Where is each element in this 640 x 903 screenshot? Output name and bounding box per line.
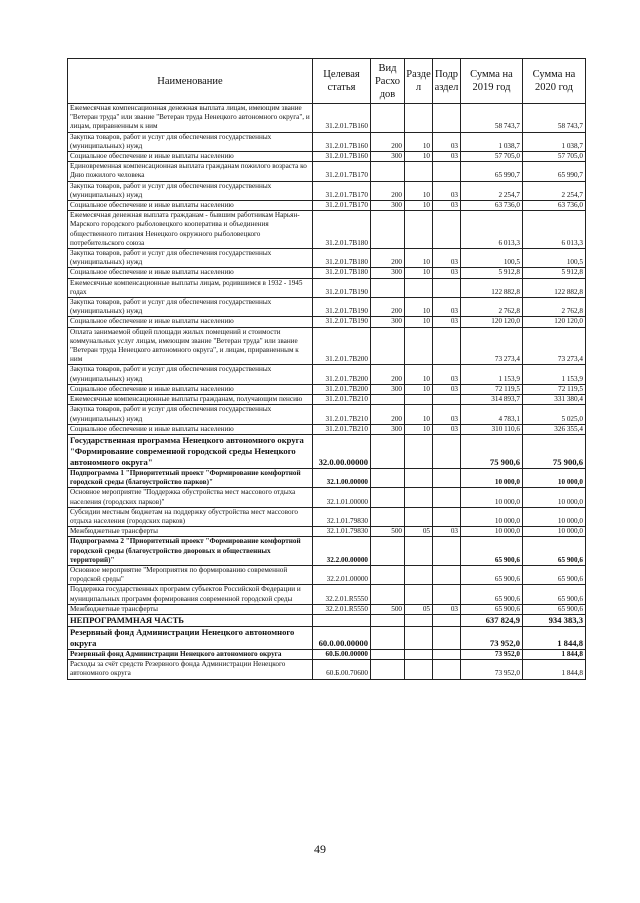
row-expense-type: 500 <box>371 527 405 537</box>
row-target: 31.2.01.7В170 <box>313 162 371 181</box>
table-row <box>68 211 586 249</box>
row-sum-2019: 5 912,8 <box>461 268 523 278</box>
row-expense-type <box>371 565 405 584</box>
row-name: Социальное обеспечение и иные выплаты населению <box>68 268 313 278</box>
row-target: 31.2.01.7В180 <box>313 211 371 249</box>
row-sum-2020: 10 000,0 <box>523 488 586 507</box>
row-name: Ежемесячная компенсационная денежная выплата лицам, имеющим звание "Ветеран труда" или звание "Ветеран труда Ненецкого автономного округа", и лицам, приравненным к ним <box>68 104 313 133</box>
row-section <box>405 104 433 133</box>
row-sum-2019: 73 952,0 <box>461 649 523 659</box>
table-row <box>68 649 586 659</box>
row-name: Расходы за счёт средств Резервного фонда Администрации Ненецкого автономного округа <box>68 660 313 679</box>
row-expense-type <box>371 395 405 405</box>
row-sum-2020: 10 000,0 <box>523 507 586 526</box>
table-row <box>68 660 586 679</box>
header-target: Целевая статья <box>313 59 371 104</box>
row-name: Социальное обеспечение и иные выплаты населению <box>68 384 313 394</box>
row-section: 10 <box>405 424 433 434</box>
row-sum-2020: 1 844,8 <box>523 660 586 679</box>
table-row <box>68 434 586 468</box>
table-row <box>68 405 586 424</box>
row-sum-2020: 63 736,0 <box>523 201 586 211</box>
row-name: Закупка товаров, работ и услуг для обеспечения государственных (муниципальных) нужд <box>68 405 313 424</box>
table-row <box>68 298 586 317</box>
row-name: Закупка товаров, работ и услуг для обеспечения государственных (муниципальных) нужд <box>68 181 313 200</box>
table-row <box>68 162 586 181</box>
row-sum-2020: 1 153,9 <box>523 365 586 384</box>
row-sum-2019: 2 254,7 <box>461 181 523 200</box>
row-section: 10 <box>405 152 433 162</box>
table-row <box>68 527 586 537</box>
row-sum-2020: 6 013,3 <box>523 211 586 249</box>
row-section <box>405 162 433 181</box>
row-expense-type: 500 <box>371 604 405 614</box>
row-target: 31.2.01.7В180 <box>313 268 371 278</box>
row-target <box>313 614 371 626</box>
row-name: Резервный фонд Администрации Ненецкого автономного округа <box>68 626 313 649</box>
row-sum-2019: 637 824,9 <box>461 614 523 626</box>
row-section <box>405 488 433 507</box>
row-sum-2020: 65 900,6 <box>523 537 586 566</box>
row-subsection: 03 <box>433 527 461 537</box>
table-row <box>68 585 586 604</box>
table-row <box>68 317 586 327</box>
row-subsection: 03 <box>433 152 461 162</box>
row-name: Ежемесячная денежная выплата гражданам - бывшим работникам Нарьян-Марского городского рыболовецкого кооператива и объединения общественного питания Ненецкого окружного рыболовецкого потребительского союза <box>68 211 313 249</box>
table-row <box>68 626 586 649</box>
row-subsection <box>433 104 461 133</box>
table-row <box>68 278 586 297</box>
row-subsection <box>433 434 461 468</box>
row-subsection <box>433 537 461 566</box>
row-expense-type: 200 <box>371 181 405 200</box>
row-section: 10 <box>405 365 433 384</box>
row-expense-type <box>371 537 405 566</box>
row-name: Единовременная компенсационная выплата гражданам пожилого возраста ко Дню пожилого человека <box>68 162 313 181</box>
row-sum-2019: 10 000,0 <box>461 468 523 487</box>
row-expense-type <box>371 104 405 133</box>
row-name: Социальное обеспечение и иные выплаты населению <box>68 152 313 162</box>
row-sum-2019: 73 952,0 <box>461 626 523 649</box>
row-name: Субсидии местным бюджетам на поддержку обустройства мест массового отдыха населения (городских парков) <box>68 507 313 526</box>
row-name: Поддержка государственных программ субъектов Российской Федерации и муниципальных программ формирования современной городской среды <box>68 585 313 604</box>
row-subsection: 03 <box>433 604 461 614</box>
row-sum-2020: 2 254,7 <box>523 181 586 200</box>
row-subsection <box>433 626 461 649</box>
row-sum-2020: 1 844,8 <box>523 626 586 649</box>
table-row <box>68 565 586 584</box>
row-sum-2019: 10 000,0 <box>461 527 523 537</box>
row-sum-2020: 1 844,8 <box>523 649 586 659</box>
row-expense-type <box>371 211 405 249</box>
row-sum-2020: 10 000,0 <box>523 468 586 487</box>
row-subsection: 03 <box>433 365 461 384</box>
row-section: 10 <box>405 405 433 424</box>
row-expense-type <box>371 626 405 649</box>
row-sum-2020: 120 120,0 <box>523 317 586 327</box>
row-expense-type: 200 <box>371 298 405 317</box>
table-row <box>68 384 586 394</box>
row-target: 31.2.01.7В210 <box>313 424 371 434</box>
row-sum-2019: 65 900,6 <box>461 537 523 566</box>
row-expense-type <box>371 434 405 468</box>
row-target: 31.2.01.7В190 <box>313 317 371 327</box>
row-sum-2019: 120 120,0 <box>461 317 523 327</box>
row-subsection <box>433 278 461 297</box>
row-sum-2020: 73 273,4 <box>523 327 586 365</box>
row-expense-type: 300 <box>371 268 405 278</box>
row-section <box>405 507 433 526</box>
row-name: Основное мероприятие "Поддержка обустройства мест массового отдыха населения (городских парков)" <box>68 488 313 507</box>
row-section <box>405 395 433 405</box>
row-name: Социальное обеспечение и иные выплаты населению <box>68 424 313 434</box>
table-row <box>68 201 586 211</box>
row-subsection: 03 <box>433 201 461 211</box>
row-name: Закупка товаров, работ и услуг для обеспечения государственных (муниципальных) нужд <box>68 132 313 151</box>
row-expense-type <box>371 278 405 297</box>
row-name: Закупка товаров, работ и услуг для обеспечения государственных (муниципальных) нужд <box>68 249 313 268</box>
row-sum-2019: 1 038,7 <box>461 132 523 151</box>
row-section <box>405 660 433 679</box>
row-expense-type <box>371 507 405 526</box>
row-subsection <box>433 507 461 526</box>
row-section: 10 <box>405 384 433 394</box>
row-sum-2020: 5 912,8 <box>523 268 586 278</box>
row-name: НЕПРОГРАММНАЯ ЧАСТЬ <box>68 614 313 626</box>
table-row <box>68 614 586 626</box>
header-section: Разде л <box>405 59 433 104</box>
row-sum-2019: 10 000,0 <box>461 488 523 507</box>
row-sum-2020: 5 025,0 <box>523 405 586 424</box>
row-sum-2019: 10 000,0 <box>461 507 523 526</box>
row-subsection <box>433 395 461 405</box>
row-sum-2019: 72 119,5 <box>461 384 523 394</box>
row-expense-type <box>371 614 405 626</box>
row-target: 31.2.01.7В200 <box>313 384 371 394</box>
row-expense-type: 300 <box>371 384 405 394</box>
row-sum-2020: 122 882,8 <box>523 278 586 297</box>
row-sum-2019: 122 882,8 <box>461 278 523 297</box>
row-name: Подпрограмма 2 "Приоритетный проект "Формирование комфортной городской среды (благоустройство дворовых и общественных территорий)" <box>68 537 313 566</box>
row-sum-2019: 4 783,1 <box>461 405 523 424</box>
row-name: Государственная программа Ненецкого автономного округа "Формирование современной городской среды Ненецкого автономного округа" <box>68 434 313 468</box>
row-section: 10 <box>405 268 433 278</box>
table-row <box>68 507 586 526</box>
row-subsection: 03 <box>433 384 461 394</box>
row-subsection <box>433 211 461 249</box>
row-sum-2020: 65 990,7 <box>523 162 586 181</box>
row-target: 31.2.01.7В200 <box>313 365 371 384</box>
row-target: 32.2.01.R5550 <box>313 604 371 614</box>
row-name: Оплата занимаемой общей площади жилых помещений и стоимости коммунальных услуг лицам, имеющим звание "Ветеран труда" или звание "Ветеран труда Ненецкого автономного округа", и лицам, приравненным к ним <box>68 327 313 365</box>
row-target: 32.0.00.00000 <box>313 434 371 468</box>
row-name: Социальное обеспечение и иные выплаты населению <box>68 317 313 327</box>
row-target: 31.2.01.7В160 <box>313 132 371 151</box>
table-row <box>68 132 586 151</box>
row-sum-2020: 57 705,0 <box>523 152 586 162</box>
row-target: 32.1.01.79830 <box>313 527 371 537</box>
row-subsection <box>433 565 461 584</box>
row-target: 60.Б.00.00000 <box>313 649 371 659</box>
row-sum-2020: 65 900,6 <box>523 585 586 604</box>
row-sum-2019: 314 893,7 <box>461 395 523 405</box>
row-section: 10 <box>405 132 433 151</box>
row-section: 10 <box>405 249 433 268</box>
row-section: 10 <box>405 317 433 327</box>
row-sum-2020: 65 900,6 <box>523 565 586 584</box>
budget-table <box>67 58 586 680</box>
row-expense-type <box>371 488 405 507</box>
header-expense-type: Вид Расхо дов <box>371 59 405 104</box>
row-sum-2019: 65 990,7 <box>461 162 523 181</box>
row-sum-2020: 75 900,6 <box>523 434 586 468</box>
row-name: Основное мероприятие "Мероприятия по формированию современной городской среды" <box>68 565 313 584</box>
row-sum-2020: 1 038,7 <box>523 132 586 151</box>
table-row <box>68 365 586 384</box>
table-row <box>68 468 586 487</box>
row-subsection <box>433 468 461 487</box>
row-sum-2019: 57 705,0 <box>461 152 523 162</box>
row-target: 32.1.01.00000 <box>313 488 371 507</box>
row-sum-2020: 934 383,3 <box>523 614 586 626</box>
row-sum-2019: 58 743,7 <box>461 104 523 133</box>
header-row <box>68 59 586 104</box>
row-target: 31.2.01.7В160 <box>313 152 371 162</box>
row-expense-type: 300 <box>371 424 405 434</box>
row-sum-2020: 326 355,4 <box>523 424 586 434</box>
table-row <box>68 604 586 614</box>
row-section <box>405 565 433 584</box>
row-name: Межбюджетные трансферты <box>68 604 313 614</box>
row-section <box>405 211 433 249</box>
row-name: Ежемесячные компенсационные выплаты лицам, родившимся в 1932 - 1945 годах <box>68 278 313 297</box>
row-sum-2019: 100,5 <box>461 249 523 268</box>
row-sum-2019: 73 952,0 <box>461 660 523 679</box>
row-subsection <box>433 660 461 679</box>
row-sum-2019: 1 153,9 <box>461 365 523 384</box>
row-section: 10 <box>405 181 433 200</box>
row-target: 31.2.01.7В210 <box>313 395 371 405</box>
row-target: 32.1.00.00000 <box>313 468 371 487</box>
row-name: Закупка товаров, работ и услуг для обеспечения государственных (муниципальных) нужд <box>68 298 313 317</box>
row-section: 10 <box>405 298 433 317</box>
row-sum-2019: 310 110,6 <box>461 424 523 434</box>
row-expense-type: 200 <box>371 249 405 268</box>
row-subsection: 03 <box>433 317 461 327</box>
row-target: 31.2.01.7В210 <box>313 405 371 424</box>
row-expense-type <box>371 585 405 604</box>
row-section <box>405 649 433 659</box>
row-subsection <box>433 614 461 626</box>
row-subsection <box>433 327 461 365</box>
row-subsection <box>433 649 461 659</box>
header-sum-2019: Сумма на 2019 год <box>461 59 523 104</box>
row-target: 31.2.01.7В190 <box>313 298 371 317</box>
table-row <box>68 488 586 507</box>
row-sum-2019: 2 762,8 <box>461 298 523 317</box>
table-row <box>68 537 586 566</box>
row-sum-2020: 331 380,4 <box>523 395 586 405</box>
row-section <box>405 434 433 468</box>
row-expense-type: 300 <box>371 152 405 162</box>
row-target: 32.1.01.79830 <box>313 507 371 526</box>
row-name: Подпрограмма 1 "Приоритетный проект "Формирование комфортной городской среды (благоустройство парков)" <box>68 468 313 487</box>
row-target: 32.2.00.00000 <box>313 537 371 566</box>
row-subsection: 03 <box>433 181 461 200</box>
page-number: 49 <box>314 842 326 856</box>
row-subsection <box>433 162 461 181</box>
row-target: 32.2.01.R5550 <box>313 585 371 604</box>
row-expense-type: 200 <box>371 132 405 151</box>
header-sum-2020: Сумма на 2020 год <box>523 59 586 104</box>
table-row <box>68 327 586 365</box>
row-sum-2019: 73 273,4 <box>461 327 523 365</box>
row-subsection: 03 <box>433 405 461 424</box>
row-name: Межбюджетные трансферты <box>68 527 313 537</box>
row-target: 31.2.01.7В160 <box>313 104 371 133</box>
row-sum-2020: 72 119,5 <box>523 384 586 394</box>
row-target: 60.0.00.00000 <box>313 626 371 649</box>
row-sum-2019: 65 900,6 <box>461 604 523 614</box>
row-subsection: 03 <box>433 268 461 278</box>
table-row <box>68 181 586 200</box>
row-sum-2020: 58 743,7 <box>523 104 586 133</box>
row-target: 32.2.01.00000 <box>313 565 371 584</box>
row-target: 31.2.01.7В170 <box>313 201 371 211</box>
row-subsection <box>433 488 461 507</box>
row-subsection: 03 <box>433 249 461 268</box>
row-section: 05 <box>405 604 433 614</box>
row-target: 31.2.01.7В200 <box>313 327 371 365</box>
row-target: 31.2.01.7В170 <box>313 181 371 200</box>
row-name: Социальное обеспечение и иные выплаты населению <box>68 201 313 211</box>
row-sum-2019: 65 900,6 <box>461 585 523 604</box>
row-section <box>405 278 433 297</box>
row-target: 31.2.01.7В180 <box>313 249 371 268</box>
row-target: 60.Б.00.70600 <box>313 660 371 679</box>
table-row <box>68 104 586 133</box>
row-expense-type: 300 <box>371 201 405 211</box>
row-subsection: 03 <box>433 298 461 317</box>
header-name: Наименование <box>68 59 313 104</box>
table-row <box>68 424 586 434</box>
row-subsection: 03 <box>433 132 461 151</box>
row-section <box>405 537 433 566</box>
row-section <box>405 327 433 365</box>
header-subsection: Подр аздел <box>433 59 461 104</box>
row-sum-2019: 65 900,6 <box>461 565 523 584</box>
row-subsection <box>433 585 461 604</box>
row-expense-type <box>371 327 405 365</box>
table-row <box>68 395 586 405</box>
row-section: 10 <box>405 201 433 211</box>
row-name: Ежемесячные компенсационные выплаты гражданам, получающим пенсию <box>68 395 313 405</box>
row-subsection: 03 <box>433 424 461 434</box>
table-row <box>68 152 586 162</box>
row-section <box>405 614 433 626</box>
row-sum-2020: 2 762,8 <box>523 298 586 317</box>
row-expense-type: 200 <box>371 405 405 424</box>
row-expense-type <box>371 649 405 659</box>
row-section: 05 <box>405 527 433 537</box>
row-target: 31.2.01.7В190 <box>313 278 371 297</box>
row-sum-2019: 6 013,3 <box>461 211 523 249</box>
row-expense-type <box>371 468 405 487</box>
row-sum-2019: 63 736,0 <box>461 201 523 211</box>
row-sum-2020: 100,5 <box>523 249 586 268</box>
row-expense-type: 300 <box>371 317 405 327</box>
row-name: Резервный фонд Администрации Ненецкого автономного округа <box>68 649 313 659</box>
row-section <box>405 585 433 604</box>
row-sum-2019: 75 900,6 <box>461 434 523 468</box>
row-expense-type <box>371 162 405 181</box>
table-body <box>68 104 586 680</box>
row-expense-type: 200 <box>371 365 405 384</box>
table-row <box>68 249 586 268</box>
row-name: Закупка товаров, работ и услуг для обеспечения государственных (муниципальных) нужд <box>68 365 313 384</box>
row-expense-type <box>371 660 405 679</box>
row-section <box>405 468 433 487</box>
row-section <box>405 626 433 649</box>
row-sum-2020: 10 000,0 <box>523 527 586 537</box>
table-row <box>68 268 586 278</box>
row-sum-2020: 65 900,6 <box>523 604 586 614</box>
